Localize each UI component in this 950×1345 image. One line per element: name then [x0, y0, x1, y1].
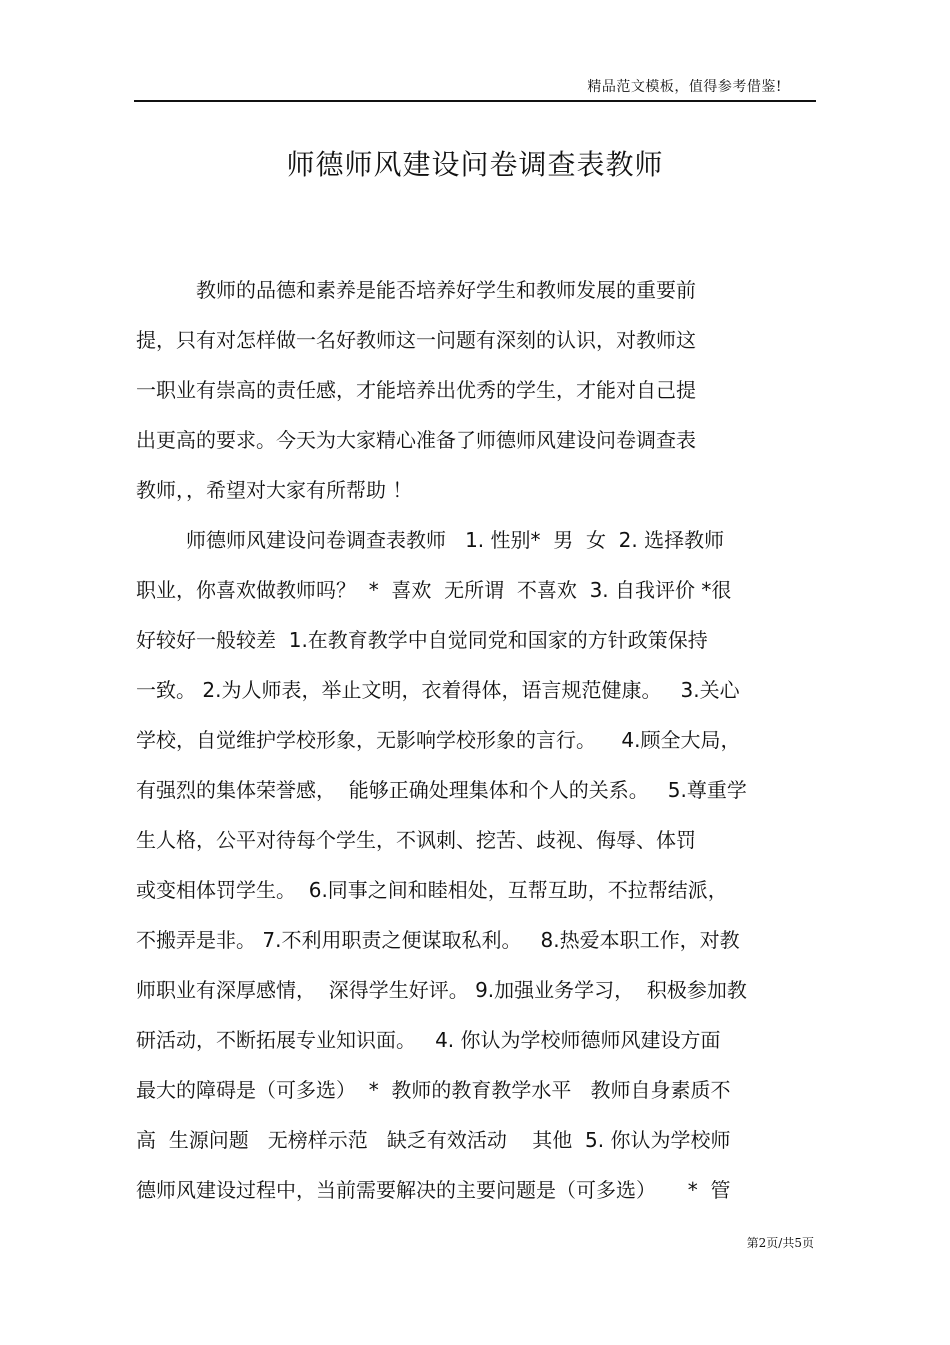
body-line: 高 生源问题 无榜样示范 缺乏有效活动 其他 5. 你认为学校师: [136, 1128, 731, 1152]
body-line: 一职业有崇高的责任感，才能培养出优秀的学生，才能对自己提: [136, 378, 696, 402]
body-line: 一致。 2.为人师表，举止文明，衣着得体，语言规范健康。 3.关心: [136, 678, 740, 702]
body-line: 出更高的要求。今天为大家精心准备了师德师风建设问卷调查表: [136, 428, 696, 452]
page-number: 第2页/共5页: [746, 1236, 814, 1250]
body-line: 教师，，希望对大家有所帮助 ！: [136, 478, 413, 502]
body-line: 提，只有对怎样做一名好教师这一问题有深刻的认识，对教师这: [136, 328, 696, 352]
body-line: 研活动，不断拓展专业知识面。 4. 你认为学校师德师风建设方面: [136, 1028, 721, 1052]
body-line: 有强烈的集体荣誉感， 能够正确处理集体和个人的关系。 5.尊重学: [136, 778, 747, 802]
document-title: 师德师风建设问卷调查表教师: [286, 148, 664, 181]
header-note: 精品范文模板，值得参考借鉴!: [587, 79, 782, 95]
body-line: 教师的品德和素养是能否培养好学生和教师发展的重要前: [196, 278, 696, 302]
body-line: 生人格，公平对待每个学生，不讽刺、挖苦、歧视、侮辱、体罚: [136, 828, 696, 852]
body-line: 师德师风建设问卷调查表教师 1. 性别* 男 女 2. 选择教师: [186, 528, 725, 552]
body-line: 或变相体罚学生。 6.同事之间和睦相处，互帮互助，不拉帮结派，: [136, 878, 728, 902]
body-line: 德师风建设过程中，当前需要解决的主要问题是（可多选） * 管: [136, 1178, 731, 1202]
body-line: 最大的障碍是（可多选） * 教师的教育教学水平 教师自身素质不: [136, 1078, 731, 1102]
body-line: 职业，你喜欢做教师吗？ * 喜欢 无所谓 不喜欢 3. 自我评价 *很: [136, 578, 732, 602]
body-line: 师职业有深厚感情， 深得学生好评。 9.加强业务学习， 积极参加教: [136, 978, 747, 1002]
body-line: 学校，自觉维护学校形象，无影响学校形象的言行。 4.顾全大局，: [136, 728, 741, 752]
body-line: 好较好一般较差 1.在教育教学中自觉同党和国家的方针政策保持: [136, 628, 708, 652]
body-line: 不搬弄是非。 7.不利用职责之便谋取私利。 8.热爱本职工作，对教: [136, 928, 740, 952]
